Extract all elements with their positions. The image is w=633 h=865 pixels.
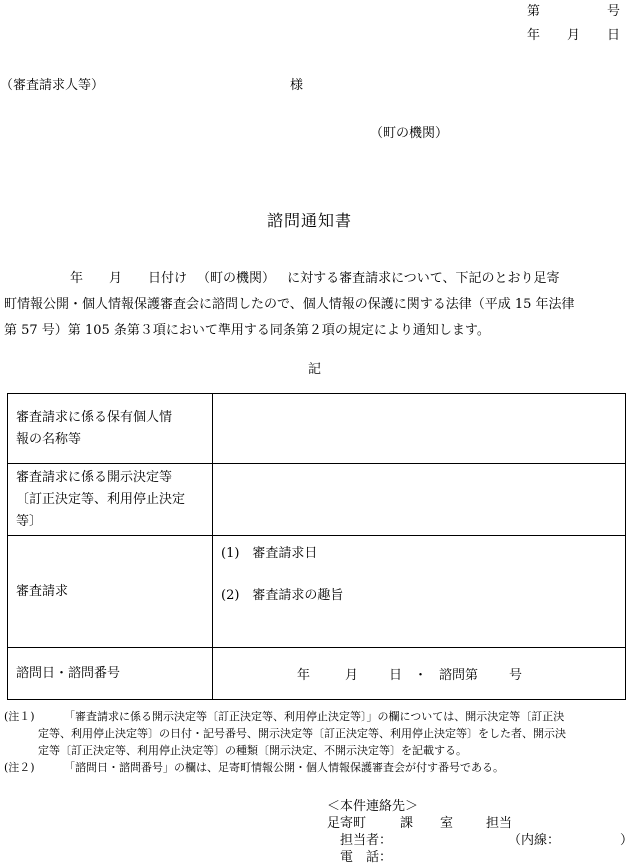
row3-label: 審査請求 <box>8 536 213 648</box>
body-year: 年 <box>70 271 84 286</box>
row4-dot: ・ <box>414 668 428 683</box>
row4-value <box>213 648 626 700</box>
row1-label <box>8 394 213 464</box>
contact-shitsu: 室 <box>440 816 454 831</box>
row2-label <box>8 464 213 536</box>
addressee-label: （審査請求人等） <box>0 78 105 93</box>
note-2 <box>4 759 566 776</box>
contact-extension-close: ） <box>620 833 633 848</box>
row4-dai: 諮問第 <box>439 668 479 683</box>
row4-go: 号 <box>509 668 523 683</box>
row3-value <box>213 536 626 648</box>
row2-label-line-c: 等〕 <box>16 513 43 529</box>
table-row <box>8 648 626 700</box>
table-row <box>8 536 626 648</box>
number-go: 号 <box>607 4 621 19</box>
row2-label-line-b: 〔訂正決定等、利用停止決定 <box>16 491 186 507</box>
note-1-line-2: 定等、利用停止決定等〕の日付・記号番号、開示決定等〔訂正決定等、利用停止決定等〕をした者、開示決 <box>38 727 566 740</box>
row4-month: 月 <box>345 668 359 683</box>
row3-item-1: (1) 審査請求日 <box>221 546 318 561</box>
table-row <box>8 464 626 536</box>
body-line-2: 町情報公開・個人情報保護審査会に諮問したので、個人情報の保護に関する法律（平成 15 年法律 <box>4 297 575 312</box>
body-day: 日付け <box>148 271 188 286</box>
contact-phone-label: 電 話： <box>340 850 393 865</box>
note-1-mark: (注１) <box>4 710 35 723</box>
addressee-honorific: 様 <box>290 78 304 93</box>
note-1 <box>4 708 566 725</box>
row1-label-line-b: 報の名称等 <box>16 431 82 447</box>
contact-town: 足寄町 <box>327 816 367 831</box>
body-line-1-text: に対する審査請求について、下記のとおり足寄 <box>287 271 560 286</box>
body-line-1 <box>4 266 626 292</box>
inquiry-table <box>7 393 626 700</box>
row2-value <box>213 464 626 536</box>
row1-label-line-a: 審査請求に係る保有個人情 <box>16 409 173 425</box>
contact-tanto: 担当 <box>486 816 513 831</box>
body-month: 月 <box>109 271 123 286</box>
contact-heading: ＜本件連絡先＞ <box>327 799 419 814</box>
number-dai: 第 <box>527 4 541 19</box>
row4-day: 日 <box>389 668 403 683</box>
note-2-mark: (注２) <box>4 761 35 774</box>
sender-agency: （町の機関） <box>370 126 449 141</box>
row4-year: 年 <box>297 668 311 683</box>
note-1-line-3: 定等〔訂正決定等、利用停止決定等〕の種類〔開示決定、不開示決定等〕を記載する。 <box>38 744 467 757</box>
body-line-3: 第 57 号）第 105 条第３項において準用する同条第２項の規定により通知します。 <box>4 323 490 338</box>
document-title: 諮問通知書 <box>267 211 353 230</box>
note-1-line-1: 「審査請求に係る開示決定等〔訂正決定等、利用停止決定等〕」の欄については、開示決定等〔訂正決 <box>64 710 565 723</box>
date-month: 月 <box>567 28 581 43</box>
ki-mark: 記 <box>308 362 322 377</box>
notes-section <box>4 708 566 776</box>
date-year: 年 <box>527 28 541 43</box>
row3-item-2: (2) 審査請求の趣旨 <box>221 588 344 603</box>
row4-label: 諮問日・諮問番号 <box>8 648 213 700</box>
body-paragraph <box>4 266 626 344</box>
row1-value <box>213 394 626 464</box>
row2-label-line-a: 審査請求に係る開示決定等 <box>16 469 173 485</box>
note-2-line-1: 「諮問日・諮問番号」の欄は、足寄町情報公開・個人情報保護審査会が付す番号である。 <box>64 761 504 774</box>
contact-ka: 課 <box>400 816 414 831</box>
contact-extension-label: （内線： <box>508 833 561 848</box>
table-row <box>8 394 626 464</box>
contact-person-label: 担当者： <box>340 833 393 848</box>
body-agency: （町の機関） <box>197 271 276 286</box>
date-day: 日 <box>607 28 621 43</box>
